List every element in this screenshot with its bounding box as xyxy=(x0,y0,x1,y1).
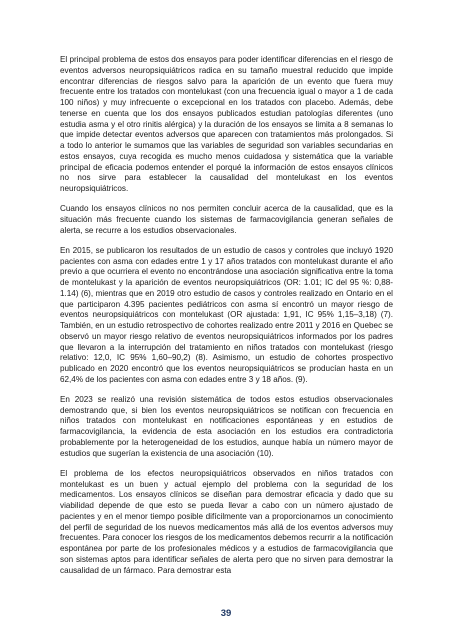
paragraph-observational-studies-intro: Cuando los ensayos clínicos no nos permiten concluir acerca de la causalidad, que es la situación más frecuente cuando los sistemas de farmacovigilancia generan señales de alerta, se recurre a los estudios observacionales. xyxy=(60,204,393,235)
body-text xyxy=(60,55,393,586)
paragraph-drug-safety-problem: El problema de los efectos neuropsiquiátricos observados en niños tratados con montelukast es un buen y actual ejemplo del problema con la seguridad de los medicamentos. Los ensayos clínicos se diseñan para demostrar eficacia y dado que su viabilidad depende de que esto se pueda llevar a cabo con un número ajustado de pacientes y en el menor tiempo posible difícilmente van a proporcionarnos un conocimiento del perfil de seguridad de los nuevos medicamentos más allá de los eventos adversos muy frecuentes. Para conocer los riesgos de los medicamentos debemos recurrir a la notificación espontánea por parte de los profesionales médicos y a estudios de farmacovigilancia que son sistemas aptos para identificar señales de alerta pero que no sirven para demostrar la causalidad de un fármaco. Para demostrar esta xyxy=(60,468,393,575)
paragraph-sample-size-limitations: El principal problema de estos dos ensayos para poder identificar diferencias en el riesgo de eventos adversos neuropsiquiátricos radica en su tamaño muestral reducido que impide encontrar diferencias de riesgos salvo para la aparición de un evento que fuera muy frecuente entre los tratados con montelukast (con una frecuencia igual o mayor a 1 de cada 100 niños) y muy infrecuente o excepcional en los tratados con placebo. Además, debe tenerse en cuenta que los dos ensayos publicados estudian patologías diferentes (uno estudia asma y el otro rinitis alérgica) y la duración de los ensayos se limita a 8 semanas lo que impide detectar eventos adversos que aparecen con tratamientos más prolongados. Si a todo lo anterior le sumamos que las variables de seguridad son variables secundarias en estos ensayos, cuya recogida es mucho menos cuidadosa y sistemática que la variable principal de eficacia podemos entender el porqué la información de estos ensayos clínicos no nos sirve para establecer la causalidad del montelukast en los eventos neuropsiquiátricos. xyxy=(60,55,393,193)
paragraph-systematic-review: En 2023 se realizó una revisión sistemática de todos estos estudios observacionales demostrando que, si bien los eventos neuropsiquiátricos se notifican con frecuencia en niños tratados con montelukast en notificaciones espontáneas y en estudios de farmacovigilancia, la evidencia de esta asociación en los estudios era contradictoria probablemente por la heterogeneidad de los estudios, aunque había un número mayor de estudios que sugerían la existencia de una asociación (10). xyxy=(60,394,393,458)
page-number: 39 xyxy=(220,608,232,619)
paragraph-case-control-studies: En 2015, se publicaron los resultados de un estudio de casos y controles que incluyó 1920 pacientes con asma con edades entre 1 y 17 años tratados con montelukast durante el año previo a que ocurriera el evento no encontrándose una asociación significativa entre la toma de montelukast y la aparición de eventos neuropsiquiátricos (OR: 1.01; IC del 95 %: 0,88-1.14) (6), mientras que en 2019 otro estudio de casos y controles realizado en Ontario en el que participaron 4.395 pacientes pediátricos con asma sí encontró un mayor riesgo de eventos neuropsiquiátricos con montelukast (OR ajustada: 1,91, IC 95% 1,15–3,18) (7). También, en un estudio retrospectivo de cohortes realizado entre 2011 y 2016 en Quebec se observó un mayor riesgo relativo de eventos neuropsiquiátricos informados por los padres que llevaron a la interrupción del tratamiento en niños tratados con montelukast (riesgo relativo: 12,0, IC 95% 1,60–90,2) (8). Asimismo, un estudio de cohortes prospectivo publicado en 2020 encontró que los eventos neuropsiquiátricos se producían hasta en un 62,4% de los pacientes con asma con edades entre 3 y 18 años. (9). xyxy=(60,245,393,384)
